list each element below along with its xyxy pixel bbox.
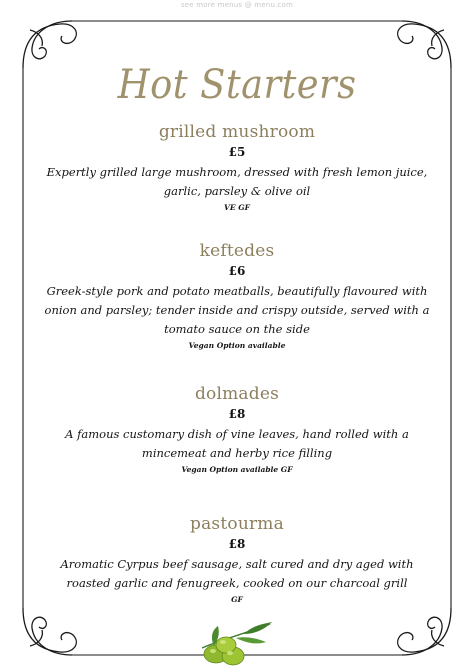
- item-dietary-tags: GF: [231, 595, 243, 604]
- item-name: grilled mushroom: [158, 122, 316, 142]
- corner-scroll-bottom-right: [398, 608, 451, 655]
- corner-scroll-bottom-left: [23, 608, 76, 655]
- item-dietary-tags: Vegan Option available GF: [181, 465, 293, 474]
- item-price: £8: [228, 407, 246, 421]
- item-name: keftedes: [199, 241, 275, 261]
- corner-scroll-top-right: [398, 21, 451, 68]
- menu-item: [40, 241, 434, 352]
- olive-branch-icon: [196, 618, 276, 668]
- item-name: pastourma: [190, 514, 284, 534]
- item-price: £8: [228, 537, 246, 551]
- menu-item: [40, 514, 434, 606]
- item-description: A famous customary dish of vine leaves, hand rolled with a mincemeat and herby rice filling: [65, 427, 409, 460]
- item-description: Expertly grilled large mushroom, dressed with fresh lemon juice, garlic, parsley & olive oil: [46, 165, 428, 198]
- menu-item: [40, 122, 434, 214]
- item-price: £5: [228, 145, 246, 159]
- item-name: dolmades: [194, 384, 280, 404]
- menu-section-title: Hot Starters: [117, 62, 357, 108]
- item-description: Greek-style pork and potato meatballs, beautifully flavoured with onion and parsley; tender inside and crispy outside, served with a tomato sauce on the side: [44, 284, 430, 336]
- corner-scroll-top-left: [23, 21, 76, 68]
- item-price: £6: [228, 264, 246, 278]
- item-description: Aromatic Cyrpus beef sausage, salt cured and dry aged with roasted garlic and fenugreek, cooked on our charcoal grill: [60, 557, 414, 590]
- item-dietary-tags: VE GF: [224, 203, 250, 212]
- watermark: see more menus @ menu.com: [180, 1, 294, 9]
- item-dietary-tags: Vegan Option available: [188, 341, 286, 350]
- menu-item: [40, 384, 434, 476]
